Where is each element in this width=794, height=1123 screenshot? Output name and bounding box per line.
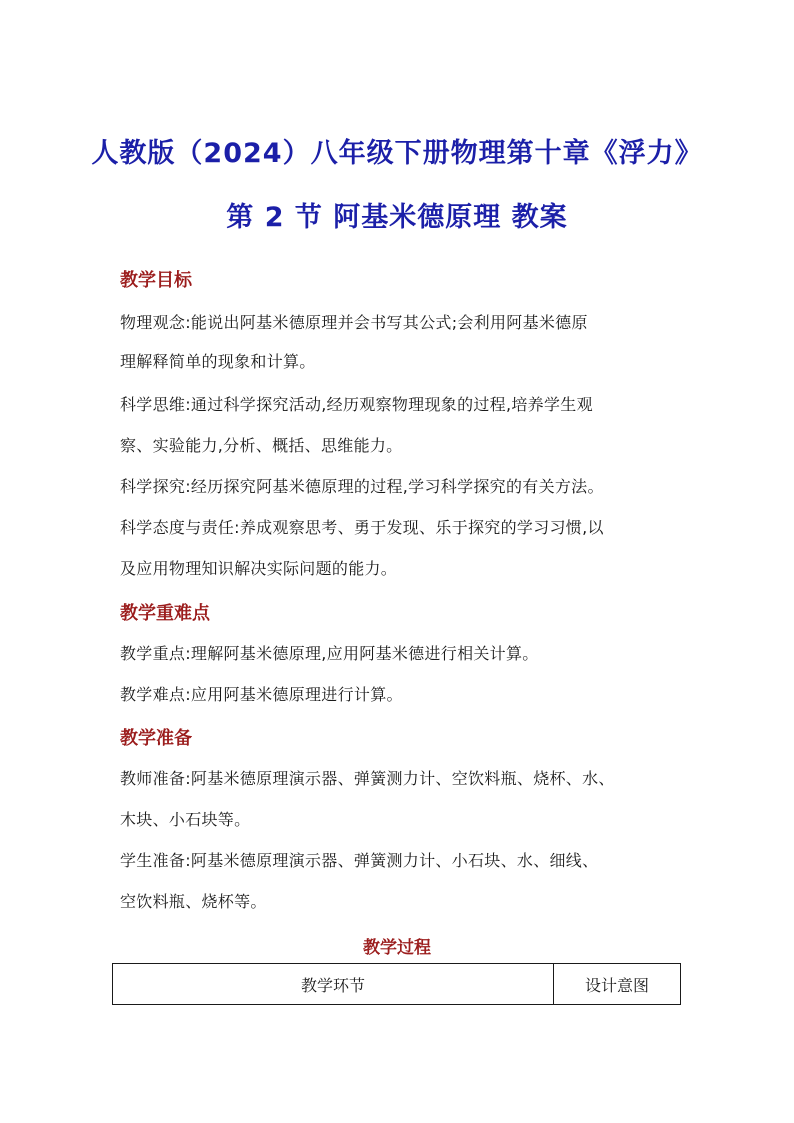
section-heading-goals: 教学目标 xyxy=(120,270,192,291)
preparation-line: 木块、小石块等。 xyxy=(120,810,251,829)
document-title: 人教版（2024）八年级下册物理第十章《浮力》 xyxy=(91,138,703,169)
preparation-line: 空饮料瓶、烧杯等。 xyxy=(120,892,267,911)
goals-line: 及应用物理知识解决实际问题的能力。 xyxy=(120,559,398,578)
section-heading-process: 教学过程 xyxy=(363,938,431,958)
goals-line: 察、实验能力,分析、概括、思维能力。 xyxy=(120,436,403,455)
preparation-line: 教师准备:阿基米德原理演示器、弹簧测力计、空饮料瓶、烧杯、水、 xyxy=(120,769,615,788)
document-subtitle: 第 2 节 阿基米德原理 教案 xyxy=(226,202,568,233)
table-row xyxy=(113,964,681,1005)
table-header-cell: 教学环节 xyxy=(113,964,554,1005)
goals-line: 科学态度与责任:养成观察思考、勇于发现、乐于探究的学习习惯,以 xyxy=(120,518,604,537)
key-points-line: 教学难点:应用阿基米德原理进行计算。 xyxy=(120,685,403,704)
section-heading-key-points: 教学重难点 xyxy=(120,603,210,624)
goals-line: 科学探究:经历探究阿基米德原理的过程,学习科学探究的有关方法。 xyxy=(120,477,604,496)
table-header-cell: 设计意图 xyxy=(554,964,681,1005)
goals-line: 科学思维:通过科学探究活动,经历观察物理现象的过程,培养学生观 xyxy=(120,395,593,414)
goals-line: 理解释简单的现象和计算。 xyxy=(120,352,316,371)
key-points-line: 教学重点:理解阿基米德原理,应用阿基米德进行相关计算。 xyxy=(120,644,539,663)
section-heading-preparation: 教学准备 xyxy=(120,728,192,749)
goals-line: 物理观念:能说出阿基米德原理并会书写其公式;会利用阿基米德原 xyxy=(120,313,588,332)
preparation-line: 学生准备:阿基米德原理演示器、弹簧测力计、小石块、水、细线、 xyxy=(120,851,599,870)
process-table xyxy=(112,963,681,1005)
